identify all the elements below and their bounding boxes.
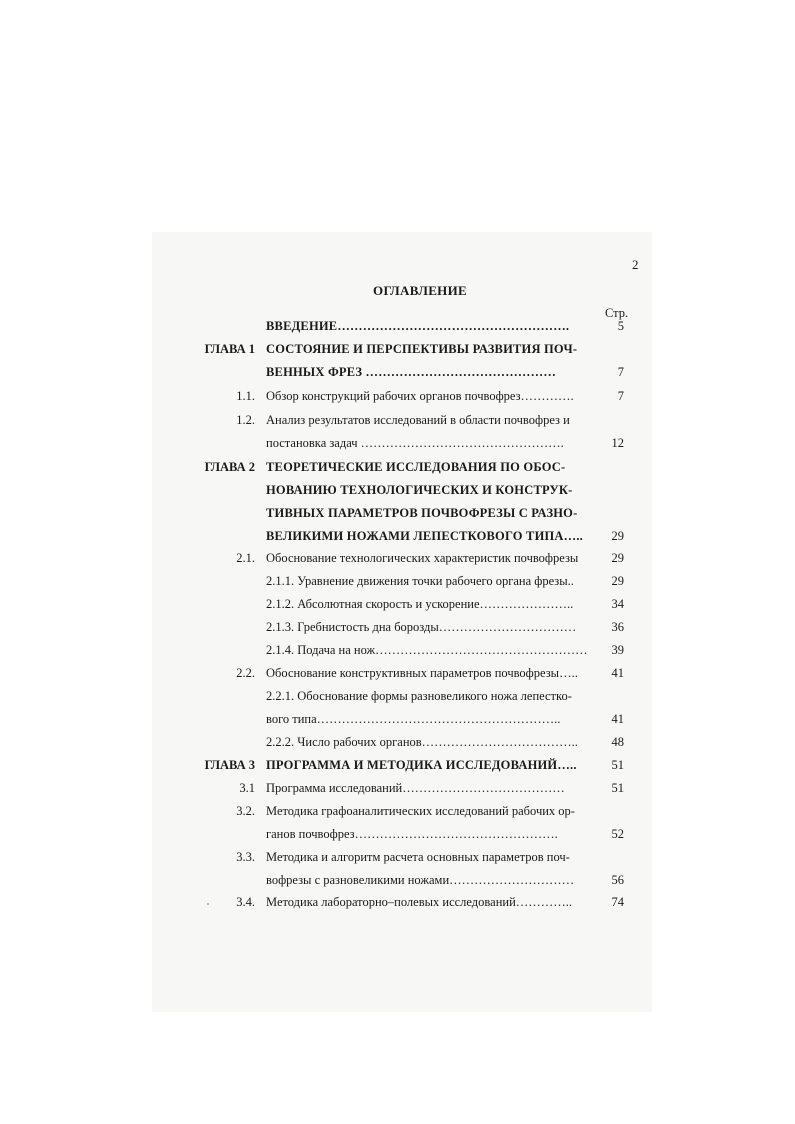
toc-row-page: 41 xyxy=(611,712,624,726)
scan-speck xyxy=(207,903,209,905)
toc-row-text: ВЕННЫХ ФРЕЗ ……………………………………… xyxy=(266,365,557,379)
toc-row-number: 2.1. xyxy=(236,551,255,565)
toc-row-page: 51 xyxy=(611,781,624,795)
toc-row-page: 56 xyxy=(611,873,624,887)
toc-row xyxy=(0,662,795,685)
toc-row-page: 52 xyxy=(611,827,624,841)
toc-row-text: 2.1.2. Абсолютная скорость и ускорение………………….. xyxy=(266,597,574,611)
toc-row-text: 2.1.1. Уравнение движения точки рабочего органа фрезы.. xyxy=(266,574,574,588)
toc-row xyxy=(0,409,795,432)
toc-row xyxy=(0,315,795,338)
toc-row-page: 48 xyxy=(611,735,624,749)
toc-row xyxy=(0,731,795,754)
toc-row-text: вофрезы с разновеликими ножами………………………… xyxy=(266,873,575,887)
toc-row xyxy=(0,432,795,455)
toc-row-page: 39 xyxy=(611,643,624,657)
toc-row xyxy=(0,502,795,525)
toc-row xyxy=(0,708,795,731)
toc-row-text: 2.2.1. Обоснование формы разновеликого ножа лепестко- xyxy=(266,689,572,703)
toc-row-page: 29 xyxy=(611,551,624,565)
toc-row-text: ганов почвофрез…………………………………………. xyxy=(266,827,558,841)
toc-row-page: 12 xyxy=(611,436,624,450)
toc-row-page: 5 xyxy=(617,319,624,333)
toc-row-text: Обоснование технологических характеристик почвофрезы xyxy=(266,551,579,565)
page-column-header: Стр. xyxy=(605,306,629,320)
toc-row-page: 34 xyxy=(611,597,624,611)
toc-row-page: 7 xyxy=(617,389,624,403)
toc-row xyxy=(0,891,795,914)
toc-row-text: ВВЕДЕНИЕ………………………………………………. xyxy=(266,319,570,333)
toc-row xyxy=(0,385,795,408)
toc-row-text: постановка задач …………………………………………. xyxy=(266,436,564,450)
toc-row-text: 2.1.3. Гребнистость дна борозды…………………………… xyxy=(266,620,577,634)
toc-row-text: 2.2.2. Число рабочих органов……………………………….. xyxy=(266,735,578,749)
toc-row-page: 29 xyxy=(611,529,624,543)
toc-row xyxy=(0,685,795,708)
toc-row-text: ВЕЛИКИМИ НОЖАМИ ЛЕПЕСТКОВОГО ТИПА….. xyxy=(266,529,584,543)
toc-row-text: Анализ результатов исследований в области почвофрез и xyxy=(266,413,570,427)
toc-row-text: Методика и алгоритм расчета основных параметров поч- xyxy=(266,850,570,864)
toc-row xyxy=(0,823,795,846)
toc-row xyxy=(0,754,795,777)
toc-row xyxy=(0,570,795,593)
page-number: 2 xyxy=(632,257,639,272)
toc-row xyxy=(0,800,795,823)
toc-row xyxy=(0,846,795,869)
toc-row-text: Программа исследований………………………………… xyxy=(266,781,565,795)
toc-row-page: 36 xyxy=(611,620,624,634)
toc-row xyxy=(0,639,795,662)
toc-row-page: 7 xyxy=(617,365,624,379)
toc-row-number: 3.3. xyxy=(236,850,255,864)
toc-row-text: ТИВНЫХ ПАРАМЕТРОВ ПОЧВОФРЕЗЫ С РАЗНО- xyxy=(266,506,578,520)
toc-row-number: ГЛАВА 3 xyxy=(204,758,255,772)
toc-row-page: 29 xyxy=(611,574,624,588)
toc-row xyxy=(0,593,795,616)
toc-row-number: 1.2. xyxy=(236,413,255,427)
toc-row-text: вого типа………………………………………………….. xyxy=(266,712,561,726)
toc-row-text: НОВАНИЮ ТЕХНОЛОГИЧЕСКИХ И КОНСТРУК- xyxy=(266,483,573,497)
toc-row xyxy=(0,456,795,479)
page-title: ОГЛАВЛЕНИЕ xyxy=(373,283,467,298)
toc-row-text: 2.1.4. Подача на нож…………………………………………… xyxy=(266,643,588,657)
toc-row-text: Обоснование конструктивных параметров почвофрезы….. xyxy=(266,666,578,680)
toc-row-number: 1.1. xyxy=(236,389,255,403)
toc-row xyxy=(0,777,795,800)
toc-row-number: 3.1 xyxy=(239,781,255,795)
toc-row xyxy=(0,525,795,548)
toc-row-text: ТЕОРЕТИЧЕСКИЕ ИССЛЕДОВАНИЯ ПО ОБОС- xyxy=(266,460,566,474)
toc-row-number: ГЛАВА 1 xyxy=(204,342,255,356)
toc-row xyxy=(0,361,795,384)
toc-row-text: СОСТОЯНИЕ И ПЕРСПЕКТИВЫ РАЗВИТИЯ ПОЧ- xyxy=(266,342,578,356)
toc-row-number: ГЛАВА 2 xyxy=(204,460,255,474)
toc-row-text: ПРОГРАММА И МЕТОДИКА ИССЛЕДОВАНИЙ….. xyxy=(266,758,577,772)
toc-row-text: Обзор конструкций рабочих органов почвофрез…………. xyxy=(266,389,574,403)
toc-row-page: 74 xyxy=(611,895,624,909)
toc-row-page: 51 xyxy=(611,758,624,772)
toc-row xyxy=(0,869,795,892)
toc-row-page: 41 xyxy=(611,666,624,680)
toc-row xyxy=(0,479,795,502)
toc-row xyxy=(0,338,795,361)
toc-row-number: 2.2. xyxy=(236,666,255,680)
toc-row-text: Методика графоаналитических исследований рабочих ор- xyxy=(266,804,575,818)
toc-row-number: 3.4. xyxy=(236,895,255,909)
toc-row xyxy=(0,547,795,570)
toc-row-text: Методика лабораторно–полевых исследований………….. xyxy=(266,895,573,909)
toc-row xyxy=(0,616,795,639)
toc-row-number: 3.2. xyxy=(236,804,255,818)
